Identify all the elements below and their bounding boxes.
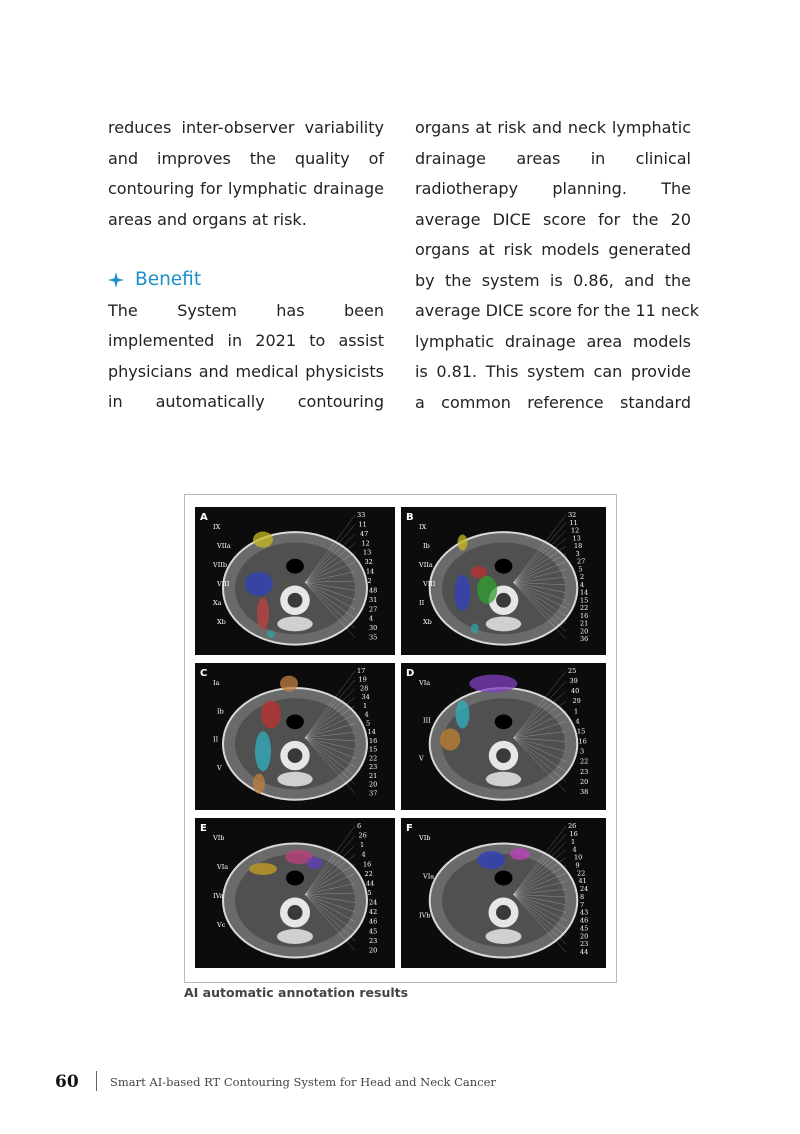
structure-number: 2	[580, 573, 585, 582]
structure-label: VIIa	[217, 542, 231, 550]
body-line: organs at risk models generated	[415, 240, 691, 259]
structure-number: 13	[572, 534, 581, 543]
structure-number: 17	[357, 667, 366, 675]
structure-number: 23	[369, 763, 378, 772]
structure-number: 14	[580, 588, 589, 597]
structure-number: 25	[568, 667, 577, 675]
structure-number: 3	[580, 747, 585, 756]
body-line: average DICE score for the 20	[415, 209, 691, 229]
structure-number: 4	[361, 850, 366, 859]
structure-number: 16	[580, 611, 589, 620]
ct-panel-d	[401, 663, 606, 810]
panel-letter: B	[406, 512, 414, 523]
structure-number: 4	[580, 580, 585, 589]
figure-caption: AI automatic annotation results	[184, 985, 409, 1000]
structure-number: 5	[367, 889, 372, 897]
panel-letter: C	[200, 668, 208, 679]
structure-number: 4	[369, 614, 374, 623]
structure-label: Ib	[217, 707, 224, 716]
structure-number: 36	[580, 635, 589, 644]
structure-number: 24	[369, 898, 378, 907]
structure-number: 20	[369, 780, 378, 789]
structure-number: 4	[364, 710, 369, 719]
structure-number: 42	[369, 908, 378, 917]
structure-number: 1	[360, 841, 365, 850]
structure-number: 4	[575, 717, 580, 726]
structure-number: 32	[364, 558, 373, 567]
structure-number: 22	[364, 869, 373, 878]
structure-number: 12	[361, 539, 370, 548]
structure-number: 11	[358, 520, 367, 529]
body-line: radiotherapy planning. The	[415, 179, 691, 198]
structure-label: Ib	[423, 542, 430, 550]
structure-number: 37	[369, 789, 378, 798]
structure-number: 15	[580, 596, 589, 605]
structure-label: IVa	[213, 892, 224, 900]
left-text-column	[108, 113, 384, 418]
body-line: areas and organs at risk.	[108, 209, 307, 229]
structure-number: 14	[367, 728, 376, 737]
structure-number: 23	[369, 936, 378, 945]
right-text-column	[415, 113, 699, 418]
body-line: in automatically contouring	[108, 392, 384, 411]
structure-number: 1	[363, 701, 368, 710]
structure-number: 27	[577, 557, 586, 566]
structure-number: 31	[369, 595, 378, 604]
structure-number: 5	[366, 719, 371, 728]
structure-number: 21	[580, 619, 589, 628]
structure-label: Xb	[423, 618, 432, 626]
ct-panel-f	[401, 818, 606, 968]
structure-number: 48	[369, 586, 378, 595]
structure-number: 27	[369, 605, 378, 614]
structure-number: 45	[580, 924, 589, 933]
structure-number: 39	[569, 677, 578, 686]
structure-number: 26	[358, 831, 367, 840]
structure-number: 28	[360, 684, 369, 693]
body-line: The System has been	[108, 300, 384, 320]
structure-number: 38	[580, 787, 589, 796]
structure-number: 46	[580, 916, 589, 925]
body-line: a common reference standard	[415, 392, 691, 412]
structure-number: 45	[369, 927, 378, 936]
structure-number: 22	[580, 757, 589, 766]
four-point-star-icon	[108, 272, 124, 288]
structure-label: II	[213, 735, 219, 744]
structure-label: III	[423, 716, 431, 725]
structure-number: 21	[369, 771, 378, 780]
structure-label: Ia	[213, 679, 220, 687]
structure-number: 6	[357, 822, 362, 830]
structure-number: 34	[361, 693, 370, 702]
structure-number: 4	[572, 845, 577, 854]
ct-panel-b	[401, 507, 606, 655]
structure-number: 22	[369, 754, 378, 763]
structure-number: 10	[574, 853, 583, 862]
structure-number: 23	[580, 767, 589, 776]
structure-number: 11	[569, 518, 578, 527]
body-line: and improves the quality of	[108, 148, 384, 168]
benefit-heading	[108, 265, 384, 296]
structure-number: 35	[369, 633, 378, 642]
structure-number: 13	[363, 548, 372, 557]
structure-number: 19	[358, 675, 367, 684]
structure-label: VIIb	[213, 561, 227, 569]
structure-number: 20	[369, 946, 378, 955]
structure-number: 20	[580, 627, 589, 636]
structure-label: VIIa	[419, 561, 433, 569]
structure-label: VIa	[419, 679, 431, 687]
structure-number: 26	[568, 822, 577, 830]
structure-number: 40	[571, 687, 580, 696]
structure-number: 22	[577, 869, 586, 878]
heading-text: Benefit	[135, 269, 202, 290]
structure-number: 23	[580, 940, 589, 949]
structure-number: 44	[580, 948, 589, 957]
structure-number: 32	[568, 511, 577, 519]
structure-number: 24	[580, 885, 589, 894]
panel-letter: F	[406, 823, 413, 834]
body-line: implemented in 2021 to assist	[108, 331, 384, 350]
structure-label: II	[419, 599, 425, 607]
body-line: drainage areas in clinical	[415, 148, 691, 168]
structure-label: VIa	[423, 872, 435, 881]
structure-number: 3	[575, 549, 580, 558]
structure-label: VIb	[419, 834, 431, 842]
structure-number: 1	[571, 837, 576, 846]
structure-label: VIII	[423, 580, 436, 588]
structure-number: 18	[574, 542, 583, 551]
panel-letter: E	[200, 823, 207, 834]
structure-label: IX	[419, 523, 427, 531]
panel-letter: D	[406, 668, 415, 679]
page-number: 60	[55, 1072, 79, 1092]
structure-number: 20	[580, 777, 589, 786]
body-line: physicians and medical physicists	[108, 361, 384, 381]
structure-number: 9	[575, 861, 580, 870]
structure-number: 41	[578, 877, 587, 886]
ct-panel-e	[195, 818, 395, 968]
structure-label: V	[419, 754, 424, 763]
structure-number: 16	[569, 829, 578, 838]
structure-number: 15	[577, 727, 586, 736]
structure-number: 8	[580, 892, 585, 901]
footer-title: Smart AI-based RT Contouring System for Head and Neck Cancer	[110, 1075, 496, 1089]
structure-number: 1	[574, 707, 579, 716]
structure-number: 16	[369, 736, 378, 745]
structure-label: VIa	[217, 863, 229, 871]
annotation-figure	[184, 494, 617, 983]
structure-label: Xb	[217, 618, 226, 626]
structure-number: 14	[366, 567, 375, 576]
panel-letter: A	[200, 512, 208, 523]
body-line: is 0.81. This system can provide	[415, 362, 691, 381]
structure-number: 46	[369, 917, 378, 926]
structure-number: 15	[369, 745, 378, 754]
structure-number: 30	[369, 624, 378, 633]
body-line: contouring for lymphatic drainage	[108, 179, 384, 198]
structure-number: 29	[572, 697, 581, 706]
structure-number: 12	[571, 526, 580, 535]
structure-label: Xa	[213, 599, 222, 607]
structure-number: 22	[580, 604, 589, 613]
structure-number: 5	[578, 565, 583, 574]
body-line: organs at risk and neck lymphatic	[415, 118, 691, 137]
structure-number: 7	[580, 900, 585, 909]
body-line: reduces inter-observer variability	[108, 118, 384, 137]
structure-number: 47	[360, 529, 369, 538]
footer-divider	[96, 1071, 97, 1091]
structure-number: 44	[366, 879, 375, 888]
body-line: lymphatic drainage area models	[415, 331, 691, 351]
structure-number: 33	[357, 511, 366, 519]
ct-panels-graphic	[185, 495, 616, 982]
structure-label: IVb	[419, 911, 431, 920]
structure-label: VIII	[217, 580, 230, 588]
structure-number: 2	[367, 577, 372, 585]
body-line: average DICE score for the 11 neck	[415, 301, 699, 320]
structure-number: 16	[578, 737, 587, 746]
structure-number: 20	[580, 932, 589, 941]
structure-label: V	[217, 763, 222, 772]
structure-label: VIb	[213, 834, 225, 842]
ct-panel-a	[195, 507, 395, 655]
body-line: by the system is 0.86, and the	[415, 270, 691, 290]
structure-label: Vc	[217, 921, 226, 929]
ct-panel-c	[195, 663, 395, 810]
structure-number: 16	[363, 860, 372, 869]
structure-number: 43	[580, 908, 589, 917]
structure-label: IX	[213, 523, 221, 531]
